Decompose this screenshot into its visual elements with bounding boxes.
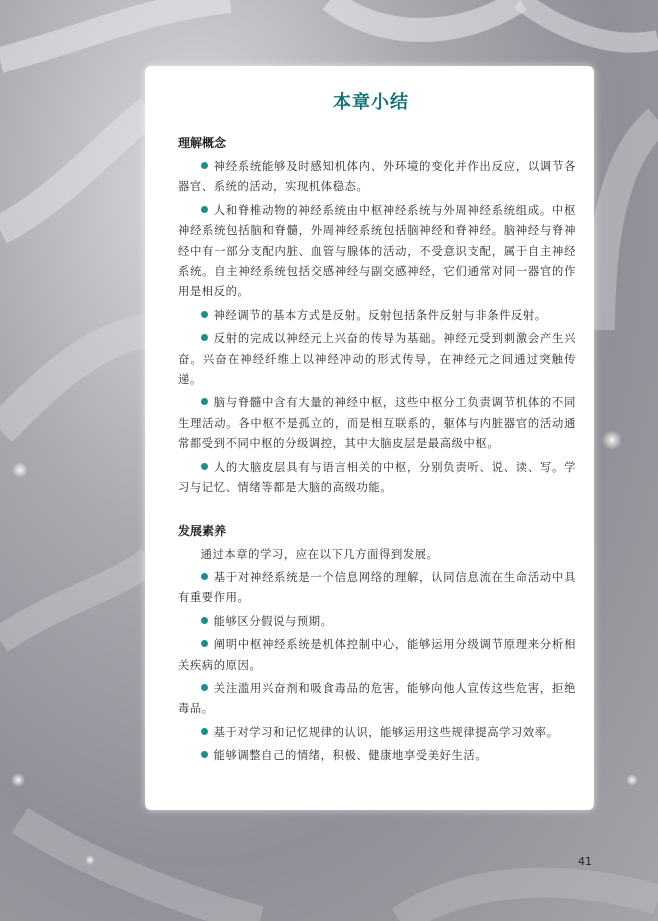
page-title: 本章小结 <box>333 92 409 113</box>
list-item: 基于对学习和记忆规律的认识，能够运用这些规律提高学习效率。 <box>178 723 576 743</box>
bullet-icon <box>201 573 208 580</box>
section-intro: 通过本章的学习，应在以下几方面得到发展。 <box>200 547 439 561</box>
list-item: 基于对神经系统是一个信息网络的理解，认同信息流在生命活动中具有重要作用。 <box>178 570 576 605</box>
list-item: 关注滥用兴奋剂和吸食毒品的危害，能够向他人宣传这些危害，拒绝毒品。 <box>178 681 576 716</box>
page-number: 41 <box>578 855 592 868</box>
bullet-icon <box>201 311 208 318</box>
list-item: 人的大脑皮层具有与语言相关的中枢，分别负责听、说、读、写。学习与记忆、情绪等都是大脑的高级功能。 <box>178 460 576 495</box>
section-heading-concepts: 理解概念 <box>178 136 227 150</box>
list-item: 能够区分假说与预期。 <box>178 612 576 632</box>
bullet-icon <box>201 640 208 647</box>
list-item: 阐明中枢神经系统是机体控制中心，能够运用分级调节原理来分析相关疾病的原因。 <box>178 638 576 672</box>
bullet-icon <box>201 206 208 213</box>
list-item: 反射的完成以神经元上兴奋的传导为基础。神经元受到刺激会产生兴奋。兴奋在神经纤维上以神经冲动的形式传导，在神经元之间通过突触传递。 <box>178 332 576 387</box>
bullet-icon <box>201 684 208 691</box>
bullet-icon <box>201 334 208 341</box>
bullet-icon <box>201 617 208 624</box>
bullet-icon <box>201 398 208 405</box>
list-item: 神经系统能够及时感知机体内、外环境的变化并作出反应，以调节各器官、系统的活动，实现机体稳态。 <box>178 160 576 194</box>
section-heading-literacy: 发展素养 <box>178 523 227 538</box>
list-item: 人和脊椎动物的神经系统由中枢神经系统与外周神经系统组成。中枢神经系统包括脑和脊髓，外周神经系统包括脑神经和脊神经。脑神经与脊神经中有一部分支配内脏、血管与腺体的活动，不受意识支配，属于自主神经系统。自主神经系统包括交感神经与副交感神经，它们通常对同一器官的作用是相反的。 <box>178 203 576 299</box>
list-item: 脑与脊髓中含有大量的神经中枢，这些中枢分工负责调节机体的不同生理活动。各中枢不是孤立的，而是相互联系的，躯体与内脏器官的活动通常都受到不同中枢的分级调控，其中大脑皮层是最高级中枢。 <box>178 396 576 451</box>
summary-card <box>145 66 594 810</box>
bullet-icon <box>201 751 208 758</box>
list-item: 能够调整自己的情绪，积极、健康地享受美好生活。 <box>178 746 576 766</box>
list-item: 神经调节的基本方式是反射。反射包括条件反射与非条件反射。 <box>178 306 576 326</box>
bullet-icon <box>201 728 208 735</box>
bullet-icon <box>201 463 208 470</box>
bullet-icon <box>201 162 208 169</box>
